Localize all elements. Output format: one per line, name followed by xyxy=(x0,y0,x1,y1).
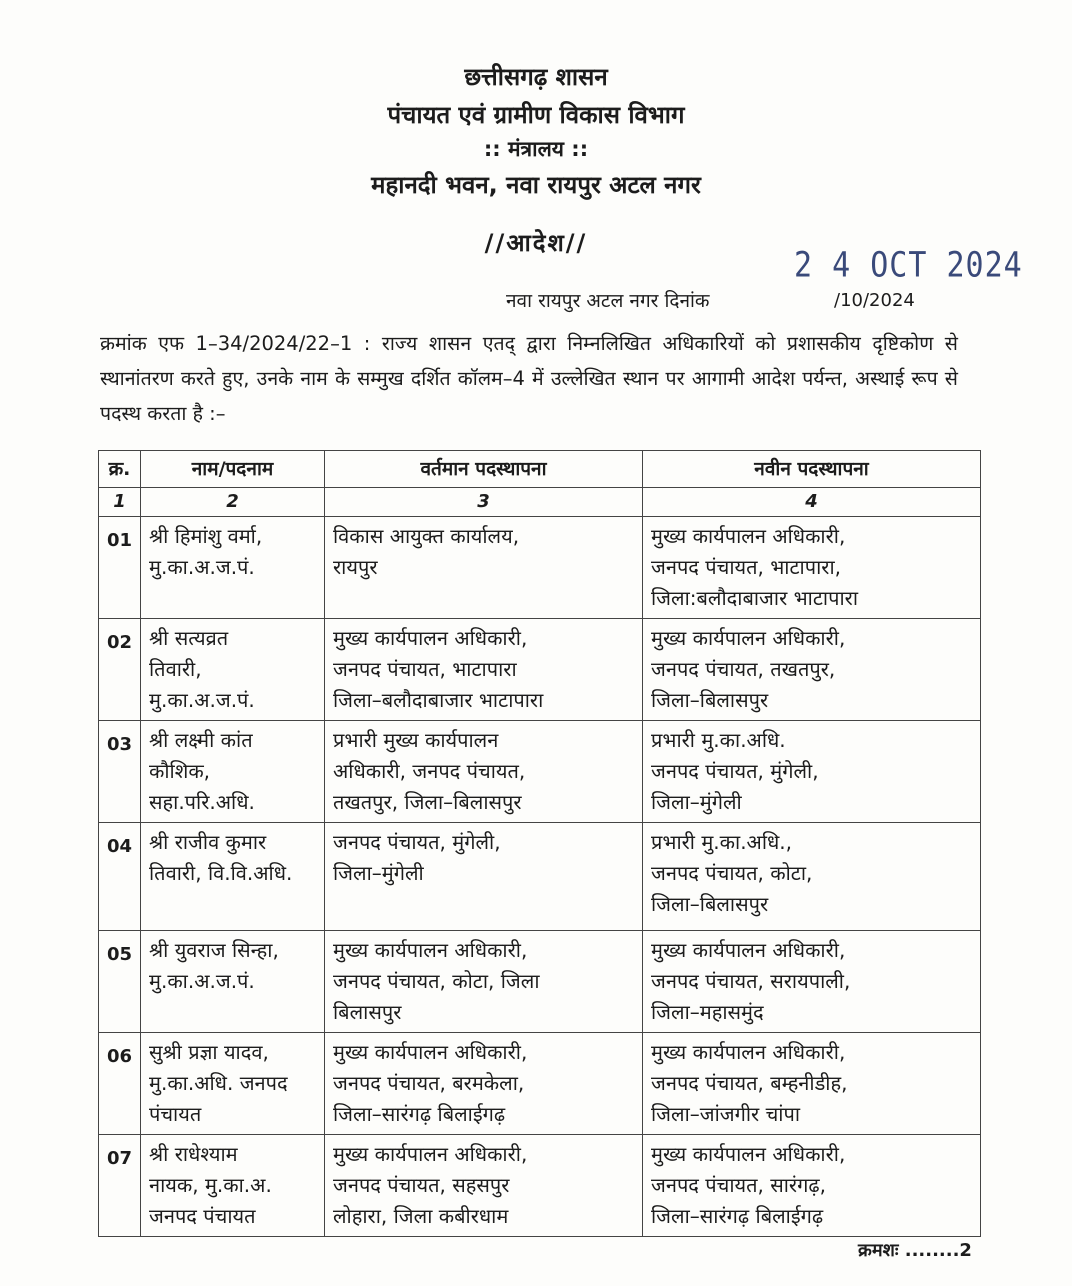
continuation-note: क्रमशः ........2 xyxy=(858,1240,972,1261)
cell-line: जनपद पंचायत, बम्हनीडीह, xyxy=(651,1071,848,1095)
column-number: 1 xyxy=(99,488,141,517)
row-new-cell xyxy=(643,721,981,823)
cell-line: जनपद पंचायत, मुंगेली, xyxy=(651,759,819,783)
row-current-cell xyxy=(325,721,643,823)
ministry-label: :: मंत्रालय :: xyxy=(483,137,589,161)
cell-line: बिलासपुर xyxy=(333,1000,402,1024)
cell-line: तिवारी, वि.वि.अधि. xyxy=(149,861,293,885)
date-fragment: /10/2024 xyxy=(834,290,915,311)
cell-line: अधिकारी, जनपद पंचायत, xyxy=(333,759,526,783)
row-new-cell xyxy=(643,1033,981,1135)
cell-line: मुख्य कार्यपालन अधिकारी, xyxy=(651,626,846,650)
cell-line: मुख्य कार्यपालन अधिकारी, xyxy=(651,938,846,962)
cell-line: जनपद पंचायत, सारंगढ़, xyxy=(651,1173,826,1197)
cell-line: जिला–मुंगेली xyxy=(651,790,742,814)
row-new-cell xyxy=(643,931,981,1033)
row-current-cell xyxy=(325,931,643,1033)
cell-line: मुख्य कार्यपालन अधिकारी, xyxy=(333,938,528,962)
cell-line: रायपुर xyxy=(333,555,378,579)
row-name-cell xyxy=(141,931,325,1033)
row-serial: 04 xyxy=(99,823,141,931)
row-name-cell xyxy=(141,1135,325,1237)
cell-line: मुख्य कार्यपालन अधिकारी, xyxy=(333,1142,528,1166)
cell-line: जनपद पंचायत, बरमकेला, xyxy=(333,1071,525,1095)
cell-line: जिला–सारंगढ़ बिलाईगढ़ xyxy=(651,1204,824,1228)
cell-line: मुख्य कार्यपालन अधिकारी, xyxy=(651,1040,846,1064)
cell-line: जनपद पंचायत, मुंगेली, xyxy=(333,830,501,854)
row-name-cell xyxy=(141,1033,325,1135)
cell-line: जिला–बिलासपुर xyxy=(651,688,769,712)
row-current-cell xyxy=(325,823,643,931)
cell-line: जनपद पंचायत, कोटा, जिला xyxy=(333,969,540,993)
table-row xyxy=(99,1135,981,1237)
cell-line: मु.का.अ.ज.पं. xyxy=(149,555,255,579)
cell-line: जनपद पंचायत, तखतपुर, xyxy=(651,657,836,681)
place-date-label: नवा रायपुर अटल नगर दिनांक xyxy=(506,290,710,312)
cell-line: मु.का.अ.ज.पं. xyxy=(149,969,255,993)
table-row xyxy=(99,619,981,721)
row-current-cell xyxy=(325,619,643,721)
cell-line: जिला–बलौदाबाजार भाटापारा xyxy=(333,688,544,712)
row-serial: 02 xyxy=(99,619,141,721)
column-number: 2 xyxy=(141,488,325,517)
row-serial: 01 xyxy=(99,517,141,619)
cell-line: तिवारी, xyxy=(149,657,202,681)
cell-line: मु.का.अ.ज.पं. xyxy=(149,688,255,712)
cell-line: सुश्री प्रज्ञा यादव, xyxy=(149,1040,269,1064)
cell-line: जिला:बलौदाबाजार भाटापारा xyxy=(651,586,859,610)
row-name-cell xyxy=(141,517,325,619)
cell-line: तखतपुर, जिला–बिलासपुर xyxy=(333,790,522,814)
cell-line: श्री लक्ष्मी कांत xyxy=(149,728,253,752)
row-new-cell xyxy=(643,823,981,931)
cell-line: श्री राधेश्याम xyxy=(149,1142,238,1166)
cell-line: मुख्य कार्यपालन अधिकारी, xyxy=(651,524,846,548)
cell-line: सहा.परि.अधि. xyxy=(149,790,255,814)
column-number: 3 xyxy=(325,488,643,517)
cell-line: जिला–मुंगेली xyxy=(333,861,424,885)
row-serial: 07 xyxy=(99,1135,141,1237)
row-new-cell xyxy=(643,619,981,721)
cell-line: श्री सत्यव्रत xyxy=(149,626,229,650)
row-serial: 03 xyxy=(99,721,141,823)
header-name: नाम/पदनाम xyxy=(141,451,325,488)
cell-line: लोहारा, जिला कबीरधाम xyxy=(333,1204,509,1228)
cell-line: प्रभारी मु.का.अधि. xyxy=(651,728,786,752)
cell-line: जनपद पंचायत, भाटापारा xyxy=(333,657,517,681)
header-serial: क्र. xyxy=(99,451,141,488)
row-current-cell xyxy=(325,1033,643,1135)
cell-line: श्री युवराज सिन्हा, xyxy=(149,938,279,962)
cell-line: कौशिक, xyxy=(149,759,211,783)
row-name-cell xyxy=(141,721,325,823)
cell-line: जनपद पंचायत xyxy=(149,1204,256,1228)
table-row xyxy=(99,517,981,619)
transfer-table xyxy=(98,450,981,1237)
cell-line: जिला–जांजगीर चांपा xyxy=(651,1102,801,1126)
table-row xyxy=(99,931,981,1033)
cell-line: नायक, मु.का.अ. xyxy=(149,1173,272,1197)
govt-title: छत्तीसगढ़ शासन xyxy=(464,63,608,91)
cell-line: जनपद पंचायत, कोटा, xyxy=(651,861,813,885)
cell-line: मुख्य कार्यपालन अधिकारी, xyxy=(651,1142,846,1166)
department-name: पंचायत एवं ग्रामीण विकास विभाग xyxy=(387,101,685,129)
row-serial: 06 xyxy=(99,1033,141,1135)
cell-line: जनपद पंचायत, सहसपुर xyxy=(333,1173,510,1197)
date-stamp: 2 4 OCT 2024 xyxy=(794,245,1023,286)
table-row xyxy=(99,1033,981,1135)
order-paragraph: क्रमांक एफ 1–34/2024/22–1 : राज्य शासन एतद् द्वारा निम्नलिखित अधिकारियों को प्रशासकीय दृष्टिकोण से स्थानांतरण करते हुए, उनके नाम के सम्मुख दर्शित कॉलम–4 में उल्लेखित स्थान पर आगामी आदेश पर्यन्त, अस्थाई रूप से पदस्थ करता है :– xyxy=(100,332,958,425)
table-body xyxy=(99,517,981,1237)
header-current-posting: वर्तमान पदस्थापना xyxy=(325,451,643,488)
row-name-cell xyxy=(141,619,325,721)
cell-line: प्रभारी मु.का.अधि., xyxy=(651,830,793,854)
column-number: 4 xyxy=(643,488,981,517)
row-current-cell xyxy=(325,517,643,619)
column-number-row xyxy=(99,488,981,517)
row-serial: 05 xyxy=(99,931,141,1033)
row-name-cell xyxy=(141,823,325,931)
row-new-cell xyxy=(643,517,981,619)
header-new-posting: नवीन पदस्थापना xyxy=(643,451,981,488)
office-address: महानदी भवन, नवा रायपुर अटल नगर xyxy=(371,171,701,199)
cell-line: पंचायत xyxy=(149,1102,202,1126)
cell-line: श्री हिमांशु वर्मा, xyxy=(149,524,263,548)
table-row xyxy=(99,823,981,931)
row-new-cell xyxy=(643,1135,981,1237)
cell-line: विकास आयुक्त कार्यालय, xyxy=(333,524,520,548)
cell-line: मु.का.अधि. जनपद xyxy=(149,1071,288,1095)
cell-line: जिला–बिलासपुर xyxy=(651,892,769,916)
cell-line: मुख्य कार्यपालन अधिकारी, xyxy=(333,1040,528,1064)
order-title: //आदेश// xyxy=(484,229,588,257)
cell-line: प्रभारी मुख्य कार्यपालन xyxy=(333,728,499,752)
cell-line: जिला–सारंगढ़ बिलाईगढ़ xyxy=(333,1102,506,1126)
row-current-cell xyxy=(325,1135,643,1237)
cell-line: जिला–महासमुंद xyxy=(651,1000,764,1024)
table-header-row xyxy=(99,451,981,488)
cell-line: श्री राजीव कुमार xyxy=(149,830,267,854)
cell-line: मुख्य कार्यपालन अधिकारी, xyxy=(333,626,528,650)
table-row xyxy=(99,721,981,823)
cell-line: जनपद पंचायत, सरायपाली, xyxy=(651,969,851,993)
cell-line: जनपद पंचायत, भाटापारा, xyxy=(651,555,841,579)
